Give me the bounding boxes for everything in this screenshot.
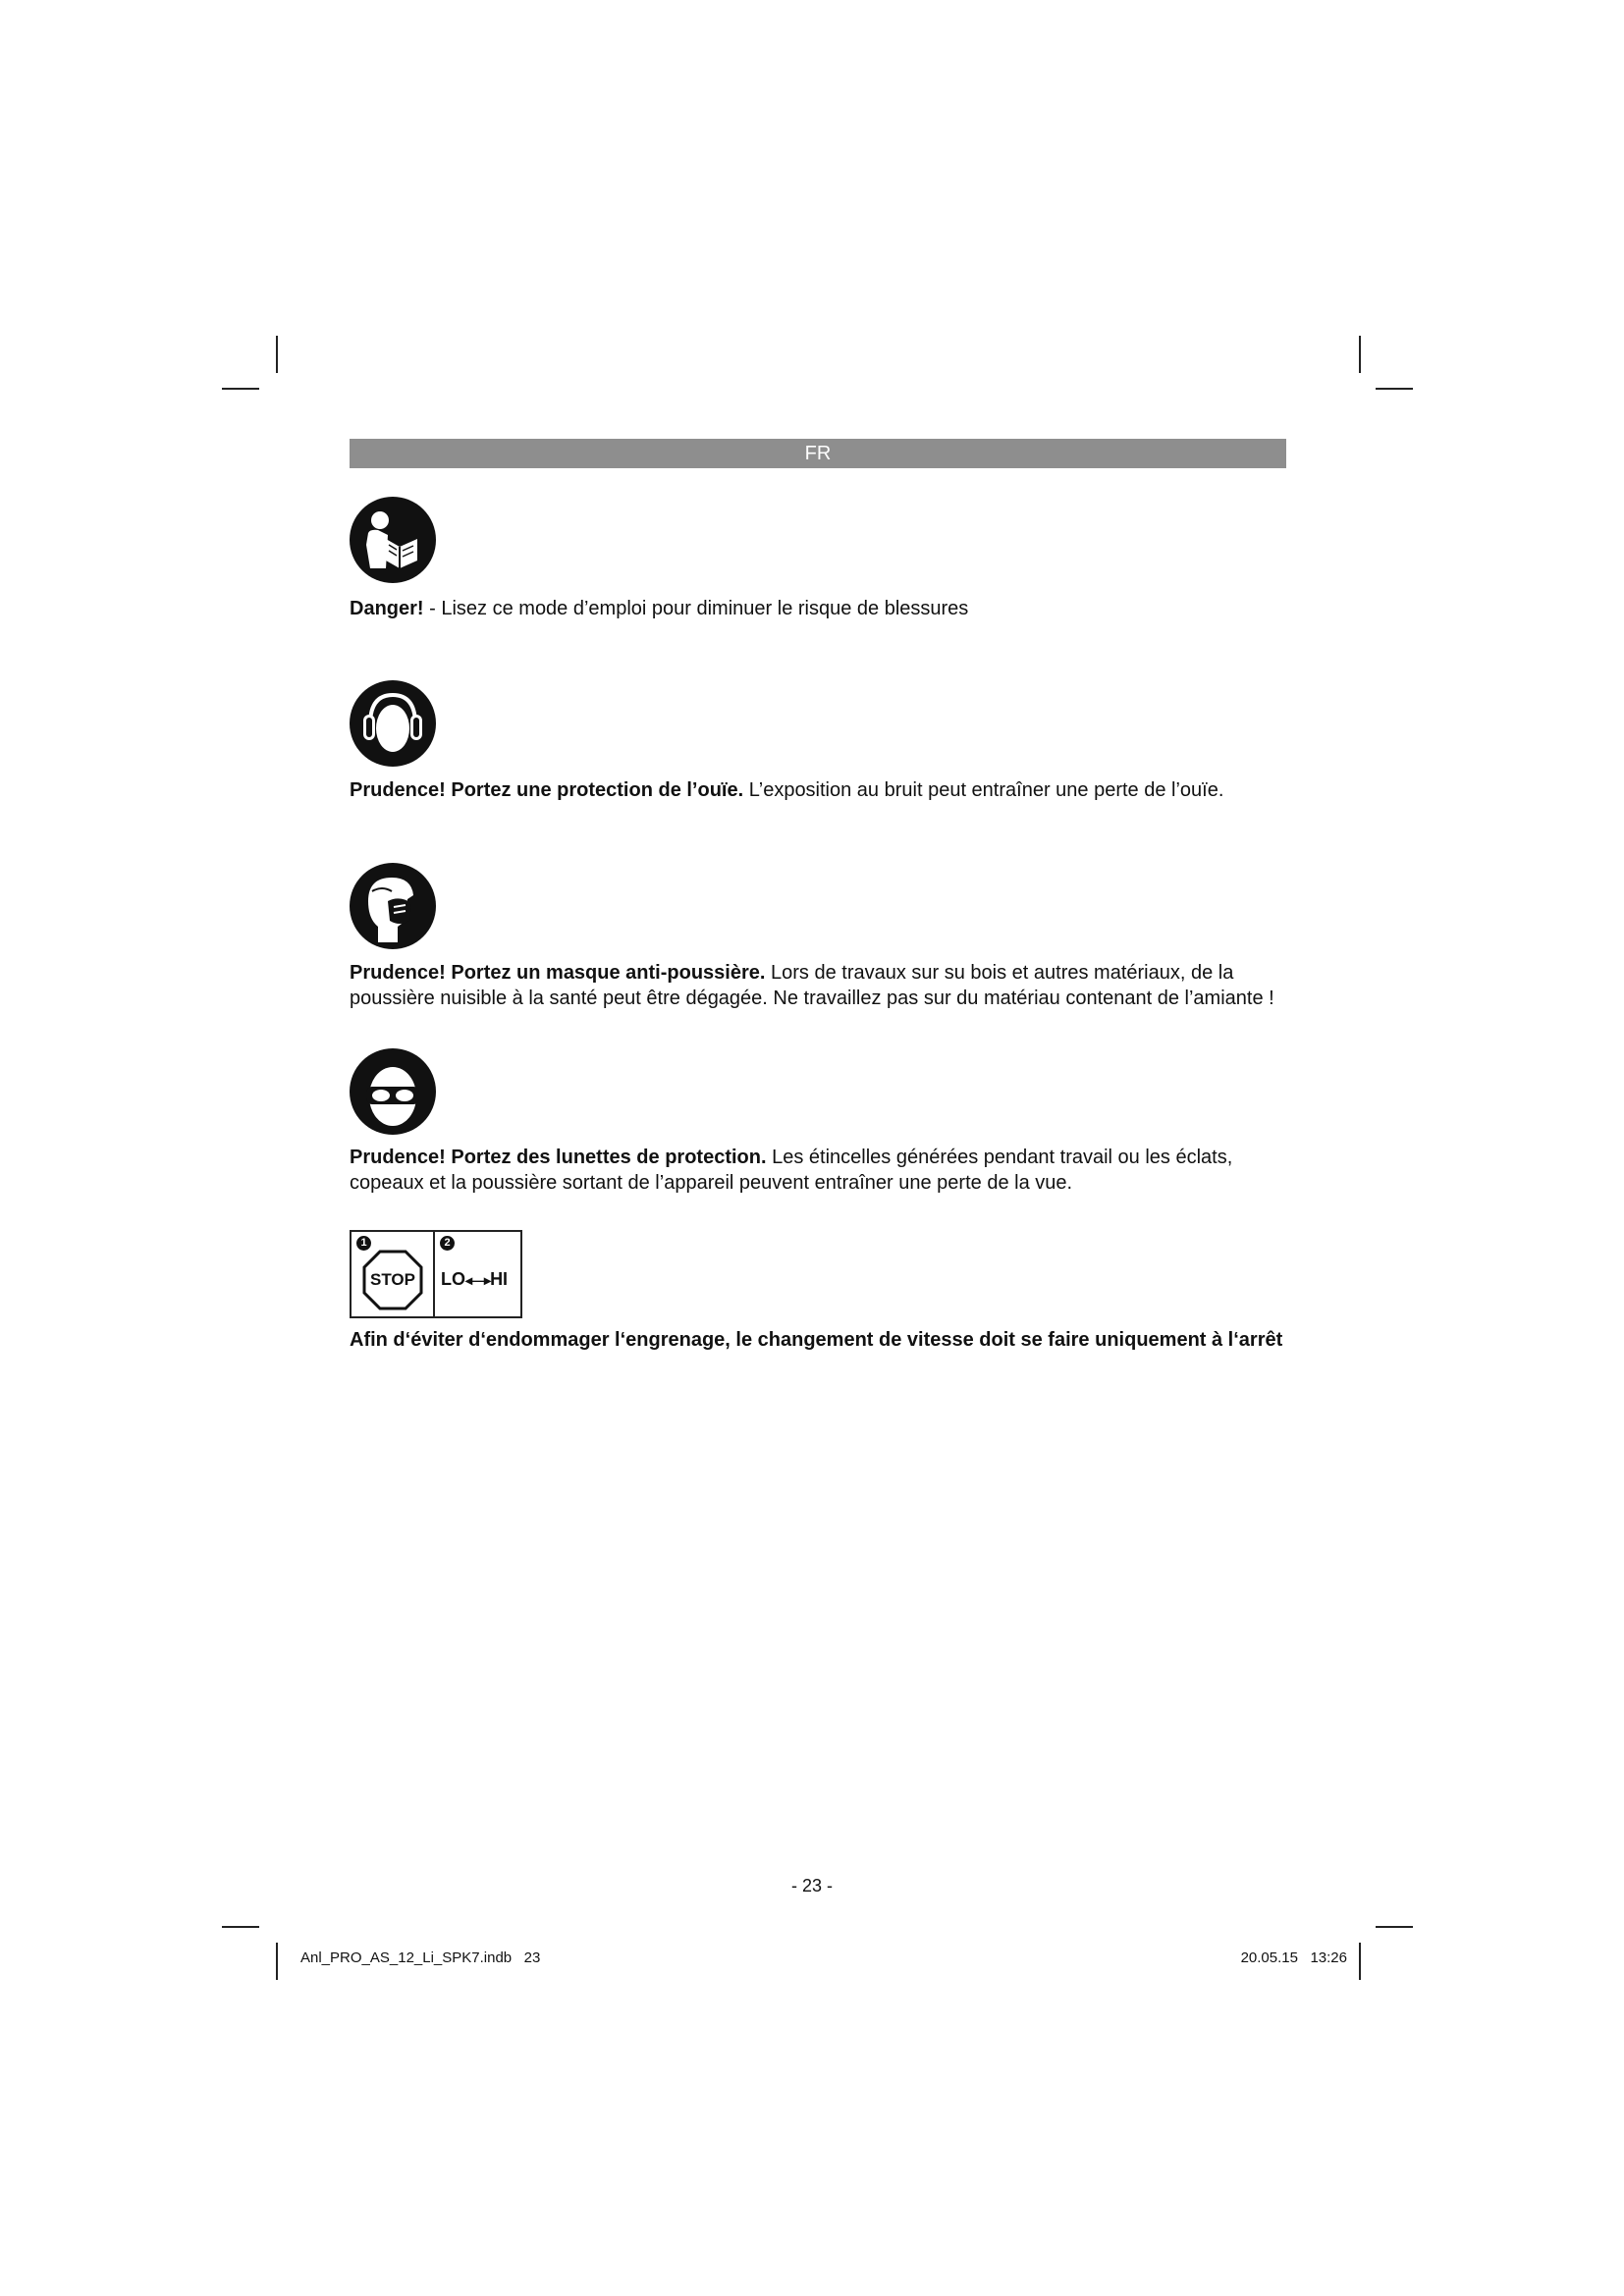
page-number: - 23 -	[790, 1876, 833, 1896]
read-manual-icon	[349, 496, 437, 584]
stop-lo-hi-diagram	[350, 1230, 522, 1318]
stop-octagon-icon	[362, 1250, 423, 1310]
language-header: FR	[350, 439, 1286, 468]
safety-goggles-icon	[349, 1047, 437, 1136]
safety-goggles-text	[350, 1145, 1292, 1196]
crop-mark	[276, 336, 278, 373]
danger-body: - Lisez ce mode d’emploi pour diminuer le risque de blessures	[423, 598, 969, 619]
danger-read-manual-text	[350, 596, 1292, 621]
dust-bold-label: Prudence! Portez un masque anti-poussière.	[350, 962, 766, 984]
goggles-bold-label: Prudence! Portez des lunettes de protection.	[350, 1147, 767, 1168]
stop-cell	[352, 1232, 435, 1316]
gear-change-warning	[350, 1327, 1292, 1353]
crop-mark	[1359, 1943, 1361, 1980]
footer-filename: Anl_PRO_AS_12_Li_SPK7.indb 23	[300, 1949, 541, 1966]
ear-protection-icon	[349, 679, 437, 768]
dust-body: Lors de travaux sur su bois et autres matériaux, de la poussière nuisible à la santé peut être dégagée. Ne travaillez pas sur du matériau contenant de l’amiante !	[350, 962, 1274, 1009]
goggles-body: Les étincelles générées pendant travail ou les éclats, copeaux et la poussière sortant de l’appareil peuvent entraîner une perte de la vue.	[350, 1147, 1233, 1194]
lo-hi-switch	[441, 1269, 508, 1290]
lo-label: LO	[441, 1269, 465, 1289]
crop-mark	[1376, 1926, 1413, 1928]
dust-mask-text	[350, 960, 1292, 1011]
hi-label: HI	[490, 1269, 509, 1289]
step-1-badge: 1	[356, 1236, 371, 1251]
footer-datetime: 20.05.15 13:26	[1240, 1949, 1347, 1966]
stop-label: STOP	[370, 1270, 415, 1289]
crop-mark	[222, 1926, 259, 1928]
crop-mark	[276, 1943, 278, 1980]
dust-mask-icon	[349, 862, 437, 950]
ear-bold-label: Prudence! Portez une protection de l’ouïe.	[350, 779, 744, 801]
crop-mark	[1359, 336, 1361, 373]
crop-mark	[1376, 388, 1413, 390]
speed-cell	[435, 1232, 520, 1316]
step-2-badge: 2	[440, 1236, 455, 1251]
double-arrow-icon: ◂—▸	[465, 1272, 491, 1288]
crop-mark	[222, 388, 259, 390]
ear-protection-text	[350, 777, 1292, 803]
gear-warning-bold: Afin d‘éviter d‘endommager l‘engrenage, le changement de vitesse doit se faire uniquement à l‘arrêt	[350, 1329, 1283, 1351]
danger-bold-label: Danger!	[350, 598, 424, 619]
ear-body: L’exposition au bruit peut entraîner une perte de l’ouïe.	[743, 779, 1224, 801]
